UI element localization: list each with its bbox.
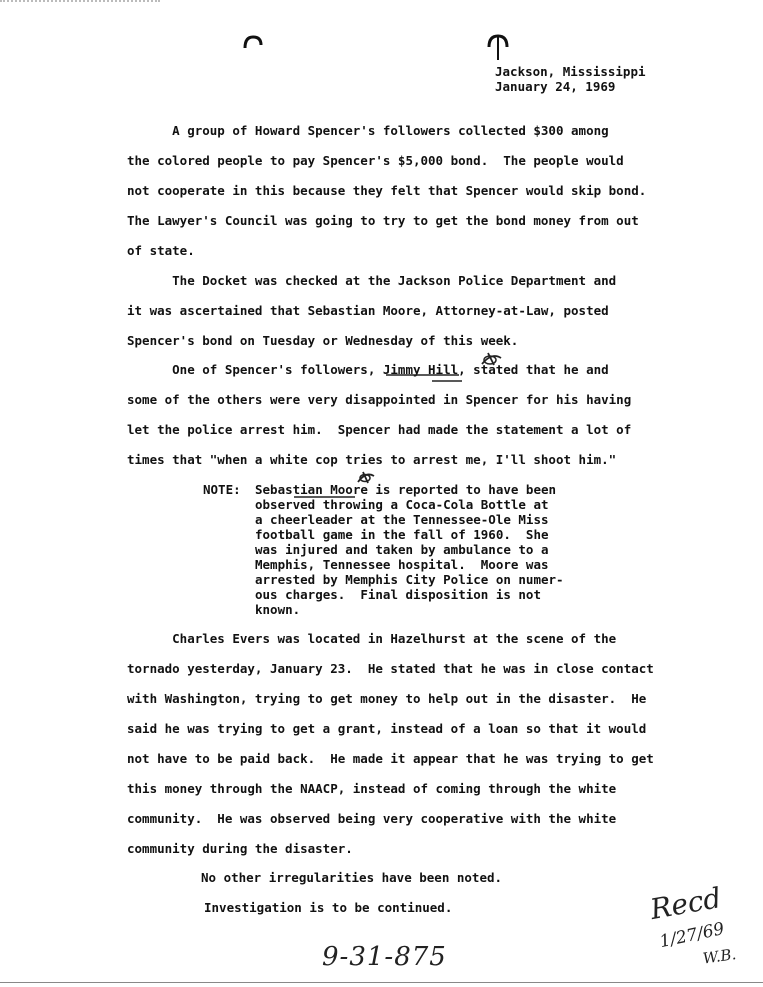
paragraph-line: The Docket was checked at the Jackson Police Department and (127, 273, 617, 288)
svg-text:1/27/69: 1/27/69 (657, 918, 727, 953)
handwritten-underline-mark (384, 350, 514, 385)
top-edge-dots (0, 0, 160, 5)
bottom-rule (0, 982, 763, 983)
paragraph-line: community during the disaster. (127, 841, 353, 856)
paragraph-line: Charles Evers was located in Hazelhurst at the scene of the (127, 631, 617, 646)
header-location: Jackson, Mississippi (495, 64, 646, 79)
note-line: was injured and taken by ambulance to a (255, 542, 549, 557)
paragraph-line: it was ascertained that Sebastian Moore, Attorney-at-Law, posted (127, 303, 609, 318)
paragraph-bond-collection (127, 116, 657, 266)
paragraph-line: times that "when a white cop tries to arrest me, I'll shoot him." (127, 452, 617, 467)
note-line: football game in the fall of 1960. She (255, 527, 549, 542)
paragraph-line: Spencer's bond on Tuesday or Wednesday of this week. (127, 333, 519, 348)
note-line: known. (255, 602, 301, 617)
paragraph-line: some of the others were very disappointed in Spencer for his having (127, 392, 632, 407)
paragraph-line: community. He was observed being very cooperative with the white (127, 811, 617, 826)
paragraph-line: not have to be paid back. He made it appear that he was trying to get (127, 751, 654, 766)
svg-text:Recd: Recd (647, 881, 724, 926)
punch-hole-mark-right (486, 33, 510, 61)
note-line: Memphis, Tennessee hospital. Moore was (255, 557, 549, 572)
punch-hole-mark-left (243, 35, 263, 49)
svg-text:W.B.: W.B. (701, 945, 738, 968)
paragraph-evers (127, 624, 657, 864)
paragraph-line: not cooperate in this because they felt that Spencer would skip bond. (127, 183, 647, 198)
note-line: arrested by Memphis City Police on numer- (255, 572, 564, 587)
paragraph-line: tornado yesterday, January 23. He stated that he was in close contact (127, 661, 654, 676)
handwritten-file-number: 9-31-875 (322, 942, 447, 972)
document-header (495, 64, 646, 94)
paragraph-line: the colored people to pay Spencer's $5,000 bond. The people would (127, 153, 624, 168)
paragraph-line: One of Spencer's followers, Jimmy Hill, stated that he and (127, 362, 609, 377)
note-line: Sebastian Moore is reported to have been (255, 482, 557, 497)
closing-line-investigation: Investigation is to be continued. (204, 900, 453, 915)
closing-line-irregularities: No other irregularities have been noted. (201, 870, 503, 885)
paragraph-docket-check (127, 266, 657, 356)
note-line: ous charges. Final disposition is not (255, 587, 541, 602)
paragraph-line: let the police arrest him. Spencer had made the statement a lot of (127, 422, 632, 437)
note-line: a cheerleader at the Tennessee-Ole Miss (255, 512, 549, 527)
note-block (255, 482, 575, 617)
paragraph-line: this money through the NAACP, instead of coming through the white (127, 781, 617, 796)
paragraph-line: said he was trying to get a grant, instead of a loan so that it would (127, 721, 647, 736)
handwritten-underline-mark (292, 470, 382, 500)
header-date: January 24, 1969 (495, 79, 616, 94)
paragraph-line: of state. (127, 243, 195, 258)
paragraph-line: A group of Howard Spencer's followers collected $300 among (127, 123, 609, 138)
handwritten-received-annotation (645, 880, 755, 970)
note-line: observed throwing a Coca-Cola Bottle at (255, 497, 549, 512)
paragraph-line: with Washington, trying to get money to help out in the disaster. He (127, 691, 647, 706)
paragraph-line: The Lawyer's Council was going to try to get the bond money from out (127, 213, 639, 228)
note-label: NOTE: (203, 482, 241, 497)
